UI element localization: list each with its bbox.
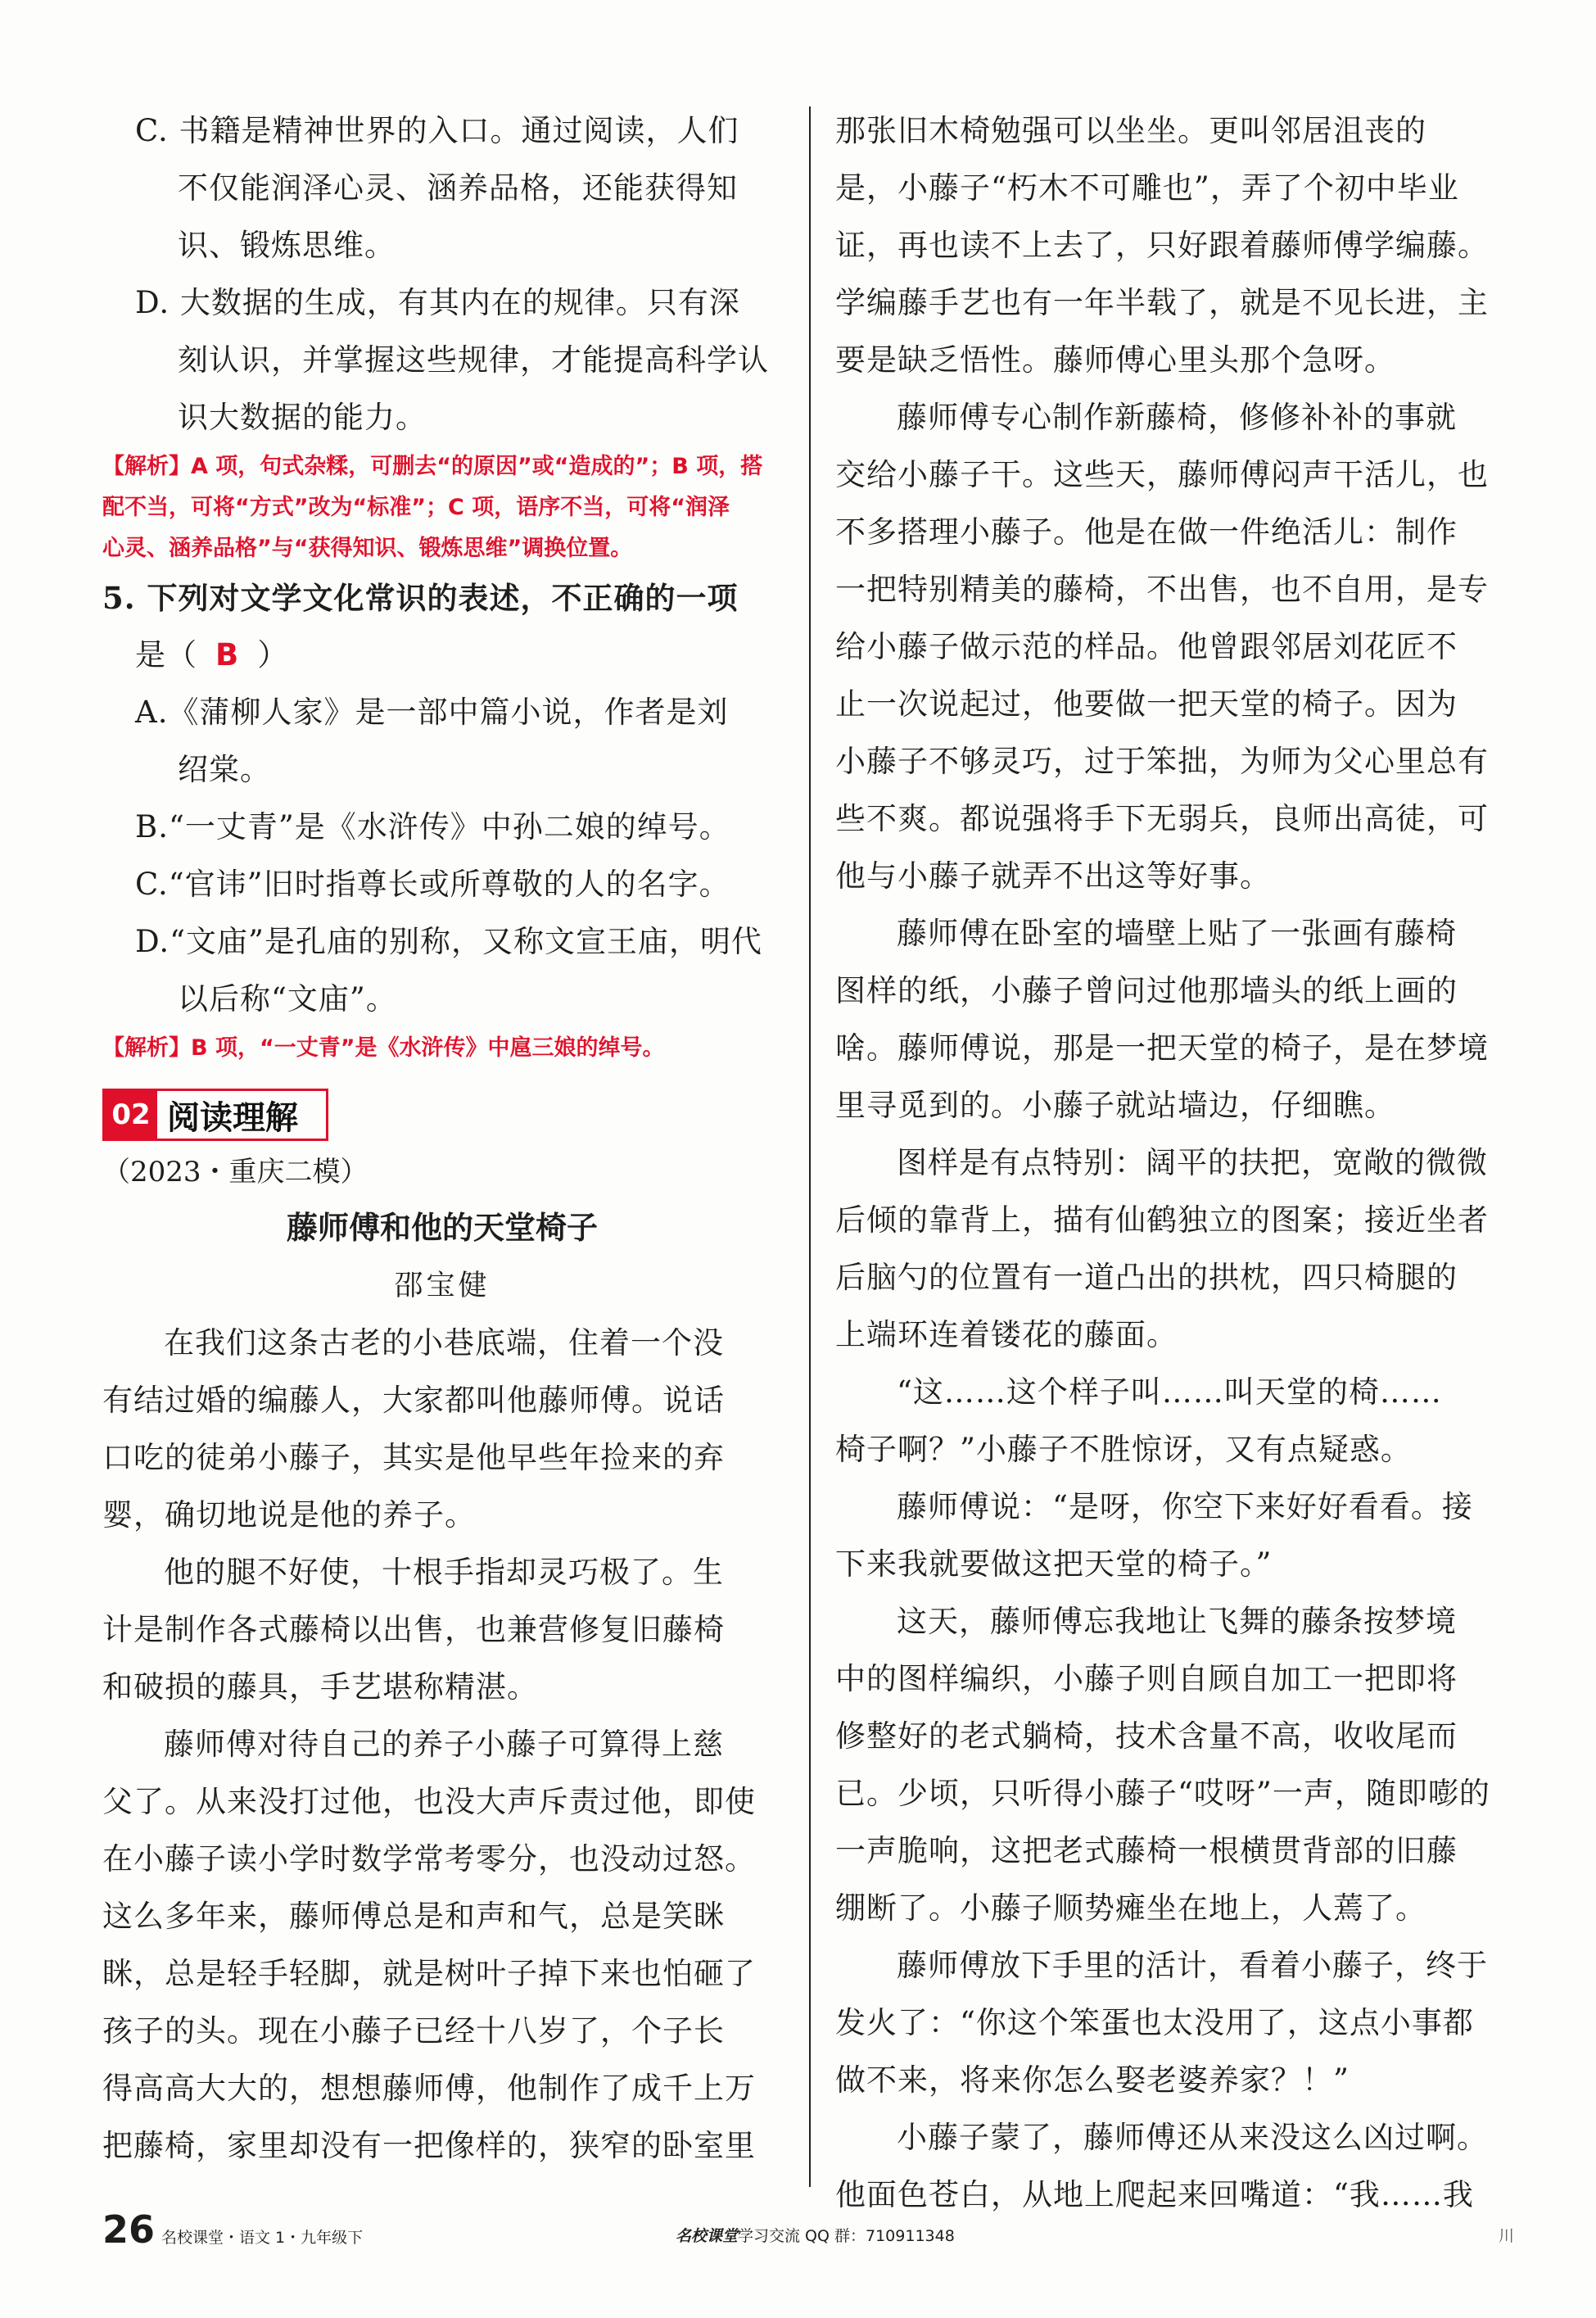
- p3-line8: 把藤椅，家里却没有一把像样的，狭窄的卧室里: [102, 2128, 756, 2163]
- p2-line3: 和破损的藤具，手艺堪称精湛。: [102, 1669, 538, 1705]
- p3-line3: 在小藤子读小学时数学常考零分，也没动过怒。: [102, 1841, 756, 1877]
- p9-line5: 一声脆响，这把老式藤椅一根横贯背部的旧藤: [835, 1833, 1458, 1868]
- p3c-line2: 是，小藤子“朽木不可雕也”，弄了个初中毕业: [835, 170, 1459, 206]
- p8-line2: 下来我就要做这把天堂的椅子。”: [835, 1546, 1273, 1582]
- p5-line1: 藤师傅在卧室的墙壁上贴了一张画有藤椅: [897, 916, 1457, 951]
- story-author: 邵宝健: [394, 1270, 491, 1302]
- section-number: 02: [105, 1091, 157, 1139]
- q5-option-d-line2: 以后称“文庙”。: [178, 981, 397, 1016]
- p5-line2: 图样的纸，小藤子曾问过他那墙头的纸上画的: [835, 973, 1458, 1008]
- p3-line2: 父了。从来没打过他，也没大声斥责过他，即使: [102, 1784, 756, 1819]
- p5-line3: 啥。藤师傅说，那是一把天堂的椅子，是在梦境: [835, 1030, 1489, 1066]
- p11-line2: 他面色苍白，从地上爬起来回嘴道：“我……我: [835, 2177, 1474, 2212]
- q5-option-b: B.“一丈青”是《水浒传》中孙二娘的绰号。: [135, 809, 730, 844]
- q5-stem: 5. 下列对文学文化常识的表述，不正确的一项: [102, 580, 739, 616]
- p1-line4: 婴，确切地说是他的养子。: [102, 1497, 476, 1533]
- p9-line2: 中的图样编织，小藤子则自顾自加工一把即将: [835, 1661, 1458, 1696]
- region-mark: 川: [1499, 2227, 1515, 2245]
- p4-line6: 止一次说起过，他要做一把天堂的椅子。因为: [835, 686, 1458, 722]
- p3-line7: 得高高大大的，想想藤师傅，他制作了成千上万: [102, 2071, 756, 2106]
- p3c-line5: 要是缺乏悟性。藤师傅心里头那个急呀。: [835, 342, 1395, 378]
- p11-line1: 小藤子蒙了，藤师傅还从来没这么凶过啊。: [897, 2120, 1488, 2155]
- p2-line1: 他的腿不好使，十根手指却灵巧极了。生: [164, 1555, 724, 1590]
- p10-line2: 发火了：“你这个笨蛋也太没用了，这点小事都: [835, 2005, 1474, 2040]
- q5-stem-answer-line: [102, 627, 782, 684]
- p10-line3: 做不来，将来你怎么娶老婆养家？！”: [835, 2062, 1350, 2098]
- book-info: 名校课堂・语文 1・九年级下: [161, 2229, 364, 2247]
- q4-option-c-line3: 识、锻炼思维。: [178, 228, 396, 263]
- p4-line3: 不多搭理小藤子。他是在做一件绝活儿：制作: [835, 514, 1458, 550]
- p6-line1: 图样是有点特别：阔平的扶把，宽敞的微微: [897, 1145, 1488, 1180]
- p1-line1: 在我们这条古老的小巷底端，住着一个没: [164, 1325, 724, 1360]
- q4-option-c-line2: 不仅能润泽心灵、涵养品格，还能获得知: [178, 170, 738, 206]
- p6-line4: 上端环连着镂花的藤面。: [835, 1317, 1178, 1352]
- q5-answer: B: [215, 637, 240, 672]
- q5-stem-post: ）: [257, 637, 289, 672]
- p7-line2: 椅子啊？”小藤子不胜惊讶，又有点疑惑。: [835, 1432, 1412, 1467]
- p7-line1: “这……这个样子叫……叫天堂的椅……: [897, 1374, 1442, 1410]
- q5-option-d-line1: D.“文庙”是孔庙的别称，又称文宣王庙，明代: [135, 924, 762, 959]
- q4-option-d-line1: D. 大数据的生成，有其内在的规律。只有深: [135, 285, 740, 320]
- p3c-line3: 证，再也读不上去了，只好跟着藤师傅学编藤。: [835, 228, 1489, 263]
- p5-line4: 里寻觅到的。小藤子就站墙边，仔细瞧。: [835, 1088, 1395, 1123]
- q5-option-a-line1: A.《蒲柳人家》是一部中篇小说，作者是刘: [135, 695, 729, 730]
- p3-line6: 孩子的头。现在小藤子已经十八岁了，个子长: [102, 2013, 725, 2049]
- left-column: [102, 102, 782, 2175]
- q4-option-d-line3: 识大数据的能力。: [178, 400, 427, 435]
- brand-logo: 名校课堂: [676, 2227, 739, 2245]
- p4-line5: 给小藤子做示范的样品。他曾跟邻居刘花匠不: [835, 629, 1458, 664]
- p4-line9: 他与小藤子就弄不出这等好事。: [835, 858, 1271, 894]
- q4-option-c-line1: C. 书籍是精神世界的入口。通过阅读，人们: [135, 113, 739, 148]
- q4-analysis-line1: 【解析】A 项，句式杂糅，可删去“的原因”或“造成的”；B 项，搭: [102, 454, 763, 479]
- qq-group: 学习交流 QQ 群：710911348: [738, 2227, 955, 2245]
- p4-line4: 一把特别精美的藤椅，不出售，也不自用，是专: [835, 572, 1489, 607]
- p9-line4: 已。少顷，只听得小藤子“哎呀”一声，随即嘭的: [835, 1776, 1490, 1811]
- p1-line3: 口吃的徒弟小藤子，其实是他早些年捡来的弃: [102, 1440, 725, 1475]
- q4-analysis-line2: 配不当，可将“方式”改为“标准”；C 项，语序不当，可将“润泽: [102, 495, 730, 520]
- p6-line2: 后倾的靠背上，描有仙鹤独立的图案；接近坐者: [835, 1202, 1489, 1238]
- p6-line3: 后脑勺的位置有一道凸出的拱枕，四只椅腿的: [835, 1260, 1458, 1295]
- p9-line3: 修整好的老式躺椅，技术含量不高，收收尾而: [835, 1718, 1458, 1754]
- source-note: （2023・重庆二模）: [102, 1156, 368, 1188]
- p4-line2: 交给小藤子干。这些天，藤师傅闷声干活儿，也: [835, 457, 1489, 492]
- section-header: [102, 1089, 328, 1141]
- right-column: [835, 102, 1515, 2224]
- q5-option-a-line2: 绍棠。: [178, 752, 271, 787]
- q5-stem-pre: 是（: [135, 637, 197, 672]
- q5-option-c: C.“官讳”旧时指尊长或所尊敬的人的名字。: [135, 867, 730, 902]
- q5-analysis: 【解析】B 项，“一丈青”是《水浒传》中扈三娘的绰号。: [102, 1035, 665, 1061]
- p3-line1: 藤师傅对待自己的养子小藤子可算得上慈: [164, 1727, 724, 1762]
- p3-line5: 眯，总是轻手轻脚，就是树叶子掉下来也怕砸了: [102, 1956, 756, 1991]
- p3c-line1: 那张旧木椅勉强可以坐坐。更叫邻居沮丧的: [835, 113, 1426, 148]
- footer-center: [676, 2224, 955, 2246]
- p4-line7: 小藤子不够灵巧，过于笨拙，为师为父心里总有: [835, 744, 1489, 779]
- q4-option-d-line2: 刻认识，并掌握这些规律，才能提高科学认: [178, 342, 769, 378]
- p3-line4: 这么多年来，藤师傅总是和声和气，总是笑眯: [102, 1899, 725, 1934]
- p4-line8: 些不爽。都说强将手下无弱兵，良师出高徒，可: [835, 801, 1489, 836]
- p9-line1: 这天，藤师傅忘我地让飞舞的藤条按梦境: [897, 1604, 1457, 1639]
- column-divider: [809, 106, 811, 2187]
- p9-line6: 绷断了。小藤子顺势瘫坐在地上，人蔫了。: [835, 1890, 1426, 1926]
- page-footer: [102, 2207, 1515, 2257]
- q4-analysis-line3: 心灵、涵养品格”与“获得知识、锻炼思维”调换位置。: [102, 536, 633, 561]
- p1-line2: 有结过婚的编藤人，大家都叫他藤师傅。说话: [102, 1383, 725, 1418]
- p10-line1: 藤师傅放下手里的活计，看着小藤子，终于: [897, 1948, 1488, 1983]
- p8-line1: 藤师傅说：“是呀，你空下来好好看看。接: [897, 1489, 1473, 1524]
- p3c-line4: 学编藤手艺也有一年半载了，就是不见长进，主: [835, 285, 1489, 320]
- page-number: 26: [102, 2207, 156, 2252]
- p4-line1: 藤师傅专心制作新藤椅，修修补补的事就: [897, 400, 1457, 435]
- story-title: 藤师傅和他的天堂椅子: [286, 1210, 598, 1246]
- p2-line2: 计是制作各式藤椅以出售，也兼营修复旧藤椅: [102, 1612, 725, 1647]
- section-title: 阅读理解: [167, 1098, 298, 1137]
